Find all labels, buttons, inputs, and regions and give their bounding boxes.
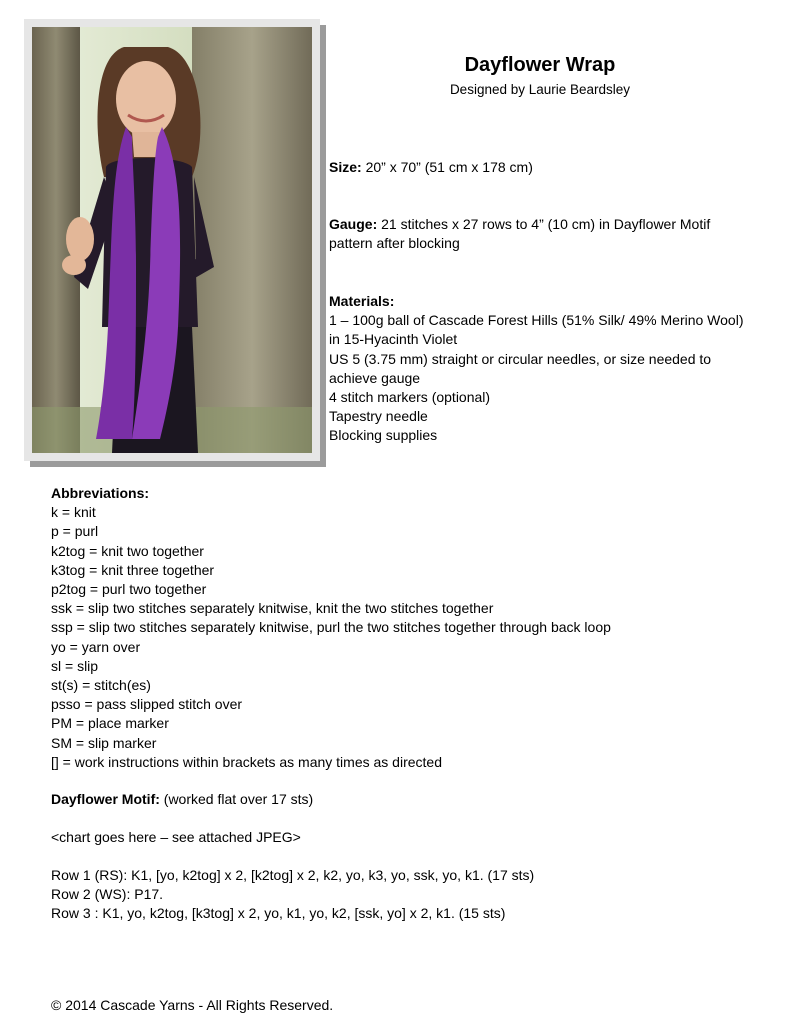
- abbreviation-item: ssk = slip two stitches separately knitwise, knit the two stitches together: [51, 600, 494, 617]
- page-title: Dayflower Wrap: [464, 54, 616, 76]
- materials-section: [329, 292, 743, 446]
- size-section: [329, 158, 533, 177]
- materials-line: US 5 (3.75 mm) straight or circular needles, or size needed to: [329, 350, 712, 367]
- abbreviation-item: psso = pass slipped stitch over: [51, 696, 243, 713]
- designer-byline: Designed by Laurie Beardsley: [449, 82, 631, 97]
- materials-line: 1 – 100g ball of Cascade Forest Hills (51% Silk/ 49% Merino Wool): [329, 312, 744, 329]
- abbreviation-item: k3tog = knit three together: [51, 561, 215, 578]
- abbreviation-item: p2tog = purl two together: [51, 581, 207, 598]
- abbreviations-section: [51, 484, 611, 772]
- row-instruction: Row 2 (WS): P17.: [51, 886, 164, 903]
- copyright-footer: [51, 996, 333, 1015]
- abbreviation-item: ssp = slip two stitches separately knitwise, purl the two stitches together through back loop: [51, 619, 611, 636]
- abbreviation-item: k = knit: [51, 504, 96, 521]
- abbreviations-label: Abbreviations:: [51, 485, 150, 501]
- abbreviation-item: st(s) = stitch(es): [51, 677, 151, 694]
- abbreviation-item: p = purl: [51, 523, 99, 540]
- abbreviation-item: SM = slip marker: [51, 734, 157, 751]
- photo-illustration: [32, 27, 312, 453]
- materials-label: Materials:: [329, 293, 395, 309]
- row-instruction: Row 3 : K1, yo, k2tog, [k3tog] x 2, yo, k1, yo, k2, [ssk, yo] x 2, k1. (15 sts): [51, 905, 506, 922]
- materials-line: achieve gauge: [329, 369, 421, 386]
- abbreviation-item: sl = slip: [51, 657, 99, 674]
- photo-frame: [24, 19, 320, 461]
- materials-line: 4 stitch markers (optional): [329, 389, 491, 406]
- chart-placeholder: [51, 828, 301, 847]
- abbreviation-item: yo = yarn over: [51, 638, 141, 655]
- gauge-label: Gauge:: [329, 216, 378, 232]
- abbreviation-item: k2tog = knit two together: [51, 542, 204, 559]
- motif-note: (worked flat over 17 sts): [159, 791, 314, 807]
- materials-line: Tapestry needle: [329, 408, 428, 425]
- chart-placeholder-text: <chart goes here – see attached JPEG>: [51, 829, 301, 845]
- row-instructions: [51, 866, 534, 924]
- copyright-text: © 2014 Cascade Yarns - All Rights Reserved.: [51, 997, 334, 1013]
- motif-label: Dayflower Motif:: [51, 791, 160, 807]
- materials-line: in 15-Hyacinth Violet: [329, 331, 458, 348]
- size-label: Size:: [329, 159, 362, 175]
- row-instruction: Row 1 (RS): K1, [yo, k2tog] x 2, [k2tog] x 2, k2, yo, k3, yo, ssk, yo, k1. (17 sts): [51, 867, 535, 883]
- motif-heading: [51, 790, 313, 809]
- size-value: 20” x 70” (51 cm x 178 cm): [361, 159, 533, 175]
- materials-line: Blocking supplies: [329, 427, 438, 444]
- abbreviation-item: PM = place marker: [51, 715, 169, 732]
- gauge-section: [329, 215, 710, 253]
- gauge-value-continued: pattern after blocking: [329, 235, 460, 252]
- gauge-value: 21 stitches x 27 rows to 4” (10 cm) in Dayflower Motif: [377, 216, 711, 232]
- model-wearing-wrap-photo: [32, 27, 312, 453]
- abbreviation-item: [] = work instructions within brackets as many times as directed: [51, 753, 442, 770]
